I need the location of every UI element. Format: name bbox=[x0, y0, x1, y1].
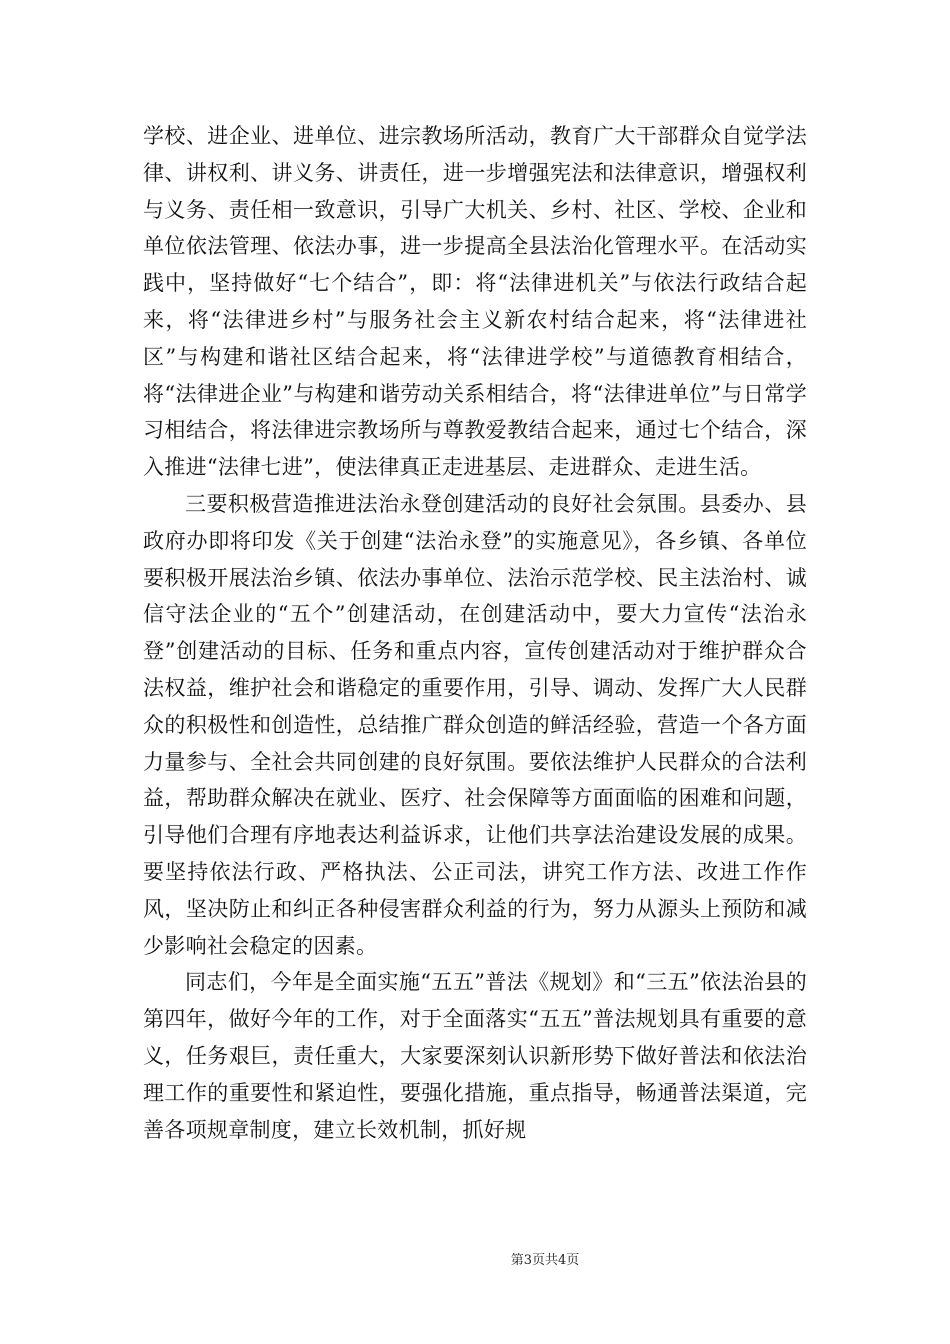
page-number: 第3页共4页 bbox=[510, 1253, 580, 1268]
document-body bbox=[143, 118, 807, 1148]
paragraph-comrades: 同志们，今年是全面实施“五五”普法《规划》和“三五”依法治县的第四年，做好今年的工作，对于全面落实“五五”普法规划具有重要的意义，任务艰巨，责任重大，大家要深刻认识新形势下做好普法和依法治理工作的重要性和紧迫性，要强化措施，重点指导，畅通普法渠道，完善各项规章制度，建立长效机制，抓好规 bbox=[143, 970, 807, 1142]
paragraph-continuation: 学校、进企业、进单位、进宗教场所活动，教育广大干部群众自觉学法律、讲权利、讲义务、讲责任，进一步增强宪法和法律意识，增强权利与义务、责任相一致意识，引导广大机关、乡村、社区、学校、企业和单位依法管理、依法办事，进一步提高全县法治化管理水平。在活动实践中，坚持做好“七个结合”，即：将“法律进机关”与依法行政结合起来，将“法律进乡村”与服务社会主义新农村结合起来，将“法律进社区”与构建和谐社区结合起来，将“法律进学校”与道德教育相结合，将“法律进企业”与构建和谐劳动关系相结合，将“法律进单位”与日常学习相结合，将法律进宗教场所与尊教爱教结合起来，通过七个结合，深入推进“法律七进”，使法律真正走进基层、走进群众、走进生活。 bbox=[143, 124, 807, 480]
page-footer bbox=[0, 1249, 950, 1268]
paragraph-social-atmosphere: 三要积极营造推进法治永登创建活动的良好社会氛围。县委办、县政府办即将印发《关于创建“法治永登”的实施意见》，各乡镇、各单位要积极开展法治乡镇、依法办事单位、法治示范学校、民主法治村、诚信守法企业的“五个”创建活动，在创建活动中，要大力宣传“法治永登”创建活动的目标、任务和重点内容，宣传创建活动对于维护群众合法权益，维护社会和谐稳定的重要作用，引导、调动、发挥广大人民群众的积极性和创造性，总结推广群众创造的鲜活经验，营造一个各方面力量参与、全社会共同创建的良好氛围。要依法维护人民群众的合法利益，帮助群众解决在就业、医疗、社会保障等方面面临的困难和问题，引导他们合理有序地表达利益诉求，让他们共享法治建设发展的成果。要坚持依法行政、严格执法、公正司法，讲究工作方法、改进工作作风，坚决防止和纠正各种侵害群众利益的行为，努力从源头上预防和减少影响社会稳定的因素。 bbox=[143, 491, 807, 958]
